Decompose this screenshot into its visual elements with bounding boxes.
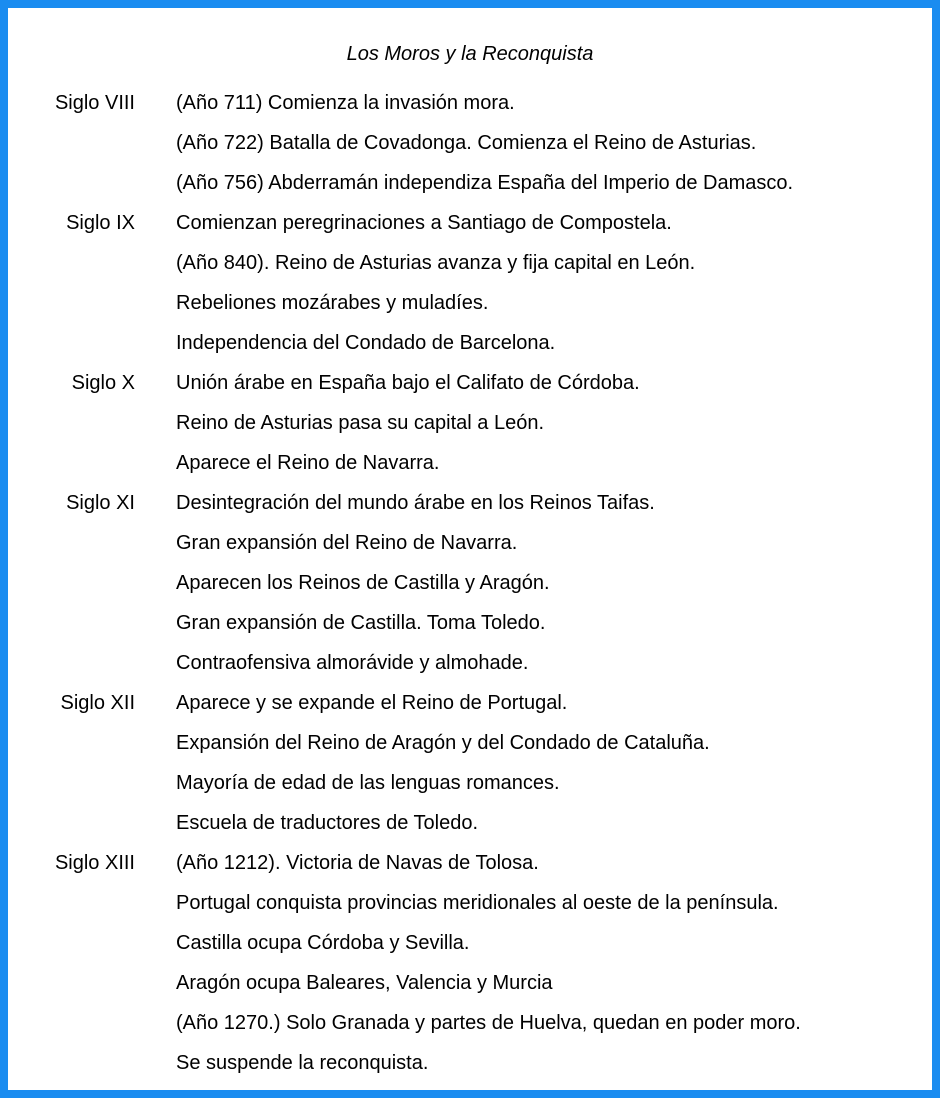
event-text: (Año 722) Batalla de Covadonga. Comienza el Reino de Asturias.: [176, 132, 757, 154]
century-label: Siglo IX: [66, 212, 135, 234]
event-text: Gran expansión de Castilla. Toma Toledo.: [176, 612, 546, 634]
event-text: Gran expansión del Reino de Navarra.: [176, 532, 518, 554]
timeline-row: [8, 170, 932, 210]
timeline-row: [8, 810, 932, 850]
timeline-row: [8, 890, 932, 930]
event-text: (Año 1212). Victoria de Navas de Tolosa.: [176, 852, 539, 874]
timeline-row: [8, 330, 932, 370]
event-text: (Año 756) Abderramán independiza España del Imperio de Damasco.: [176, 172, 794, 194]
document-title: Los Moros y la Reconquista: [346, 43, 594, 65]
event-text: Comienzan peregrinaciones a Santiago de Compostela.: [176, 212, 672, 234]
event-text: Unión árabe en España bajo el Califato de Córdoba.: [176, 372, 640, 394]
event-text: Castilla ocupa Córdoba y Sevilla.: [176, 932, 470, 954]
timeline-row: [8, 570, 932, 610]
timeline-row: [8, 90, 932, 130]
century-label: Siglo X: [71, 372, 135, 394]
timeline-row: [8, 1010, 932, 1050]
event-text: Se suspende la reconquista.: [176, 1052, 429, 1074]
timeline-row: [8, 610, 932, 650]
event-text: Desintegración del mundo árabe en los Reinos Taifas.: [176, 492, 655, 514]
century-label: Siglo XI: [66, 492, 135, 514]
timeline-row: [8, 850, 932, 890]
timeline-row: [8, 650, 932, 690]
timeline: [8, 90, 932, 1090]
timeline-row: [8, 210, 932, 250]
event-text: Aparecen los Reinos de Castilla y Aragón.: [176, 572, 550, 594]
timeline-row: [8, 410, 932, 450]
timeline-row: [8, 770, 932, 810]
timeline-row: [8, 130, 932, 170]
event-text: Escuela de traductores de Toledo.: [176, 812, 479, 834]
timeline-row: [8, 690, 932, 730]
event-text: Aragón ocupa Baleares, Valencia y Murcia: [176, 972, 553, 994]
century-label: Siglo VIII: [54, 92, 135, 114]
event-text: Contraofensiva almorávide y almohade.: [176, 652, 529, 674]
event-text: Independencia del Condado de Barcelona.: [176, 332, 556, 354]
century-label: Siglo XII: [60, 692, 135, 714]
timeline-row: [8, 490, 932, 530]
timeline-row: [8, 970, 932, 1010]
event-text: Rebeliones mozárabes y muladíes.: [176, 292, 489, 314]
event-text: Expansión del Reino de Aragón y del Condado de Cataluña.: [176, 732, 710, 754]
event-text: (Año 840). Reino de Asturias avanza y fija capital en León.: [176, 252, 696, 274]
event-text: Portugal conquista provincias meridionales al oeste de la península.: [176, 892, 779, 914]
event-text: (Año 711) Comienza la invasión mora.: [176, 92, 515, 114]
event-text: Mayoría de edad de las lenguas romances.: [176, 772, 560, 794]
event-text: Reino de Asturias pasa su capital a León.: [176, 412, 545, 434]
timeline-row: [8, 250, 932, 290]
timeline-row: [8, 730, 932, 770]
timeline-row: [8, 1050, 932, 1090]
timeline-row: [8, 930, 932, 970]
timeline-row: [8, 450, 932, 490]
event-text: (Año 1270.) Solo Granada y partes de Huelva, quedan en poder moro.: [176, 1012, 801, 1034]
timeline-row: [8, 290, 932, 330]
timeline-row: [8, 370, 932, 410]
event-text: Aparece y se expande el Reino de Portugal.: [176, 692, 568, 714]
event-text: Aparece el Reino de Navarra.: [176, 452, 440, 474]
century-label: Siglo XIII: [54, 852, 135, 874]
timeline-row: [8, 530, 932, 570]
